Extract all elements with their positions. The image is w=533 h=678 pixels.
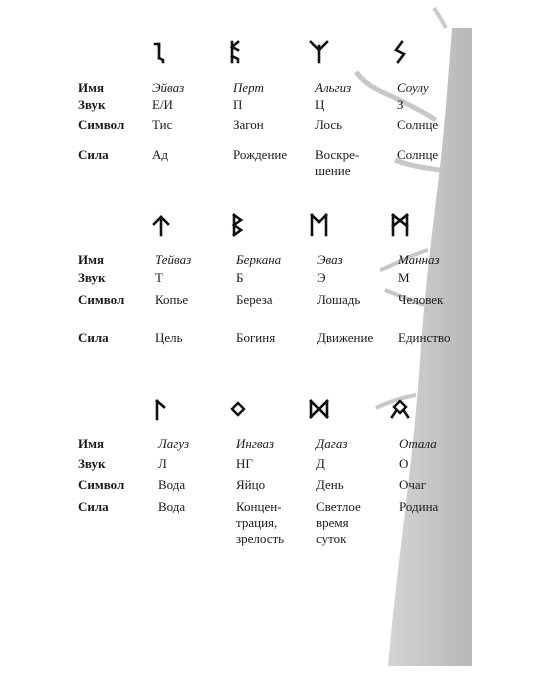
rune-symbol: Человек	[398, 292, 444, 307]
rune-power: Единство	[398, 330, 451, 345]
rune-power: Солнце	[397, 147, 439, 162]
rune-power: Ад	[152, 147, 169, 162]
rune-name: Соулу	[397, 80, 429, 95]
rune-symbol: Тис	[152, 117, 173, 132]
label-power: Сила	[78, 330, 109, 345]
label-symbol: Символ	[78, 292, 125, 307]
algiz-rune-icon	[307, 40, 331, 64]
berkana-rune-icon	[226, 213, 250, 237]
rune-symbol: День	[316, 477, 344, 492]
rune-power: Воскре- шение	[315, 147, 360, 178]
rune-power: Светлое время суток	[316, 499, 361, 546]
eihwaz-rune-icon	[149, 40, 173, 64]
rune-symbol: Очаг	[399, 477, 427, 492]
rune-sound: Е/И	[152, 97, 173, 112]
perthro-rune-icon	[226, 40, 250, 64]
rune-name: Эваз	[317, 252, 343, 267]
rune-name: Ингваз	[236, 436, 275, 451]
sowilo-rune-icon	[388, 40, 412, 64]
rune-name: Отала	[399, 436, 437, 451]
rune-sound: П	[233, 97, 243, 112]
label-sound: Звук	[78, 270, 106, 285]
rune-name: Эйваз	[152, 80, 185, 95]
othala-rune-icon	[388, 397, 412, 421]
rune-power: Цель	[155, 330, 183, 345]
rune-name: Лагуз	[158, 436, 190, 451]
rune-symbol: Лошадь	[317, 292, 361, 307]
label-sound: Звук	[78, 456, 106, 471]
label-sound: Звук	[78, 97, 106, 112]
rune-symbol: Копье	[155, 292, 189, 307]
ehwaz-rune-icon	[307, 213, 331, 237]
rune-symbol: Яйцо	[236, 477, 266, 492]
rune-sound: НГ	[236, 456, 253, 471]
label-symbol: Символ	[78, 117, 125, 132]
rune-name: Тейваз	[155, 252, 192, 267]
rune-power: Концен- трация, зрелость	[236, 499, 285, 546]
rune-symbol: Загон	[233, 117, 264, 132]
label-name: Имя	[78, 80, 104, 95]
rune-sound: М	[398, 270, 410, 285]
rune-sound: Ц	[315, 97, 325, 112]
rune-sound: З	[397, 97, 404, 112]
rune-sound: Т	[155, 270, 163, 285]
label-power: Сила	[78, 499, 109, 514]
rune-power: Родина	[399, 499, 439, 514]
rune-power: Богиня	[236, 330, 276, 345]
rune-symbol: Вода	[158, 477, 186, 492]
rune-sound: Д	[316, 456, 325, 471]
rune-sound: Э	[317, 270, 326, 285]
label-name: Имя	[78, 252, 104, 267]
label-power: Сила	[78, 147, 109, 162]
rune-symbol: Лось	[315, 117, 343, 132]
rune-symbol: Солнце	[397, 117, 439, 132]
label-symbol: Символ	[78, 477, 125, 492]
mannaz-rune-icon	[388, 213, 412, 237]
rune-power: Вода	[158, 499, 186, 514]
tiwaz-rune-icon	[149, 213, 173, 237]
rune-name: Манназ	[398, 252, 440, 267]
laguz-rune-icon	[149, 397, 173, 421]
label-name: Имя	[78, 436, 104, 451]
rune-name: Альгиз	[315, 80, 352, 95]
rune-name: Перт	[233, 80, 264, 95]
rune-sound: О	[399, 456, 409, 471]
rune-name: Беркана	[236, 252, 282, 267]
ingwaz-rune-icon	[226, 397, 250, 421]
rune-sound: Л	[158, 456, 167, 471]
rune-name: Дагаз	[316, 436, 348, 451]
dagaz-rune-icon	[307, 397, 331, 421]
rune-power: Движение	[317, 330, 374, 345]
rune-sound: Б	[236, 270, 244, 285]
rune-power: Рождение	[233, 147, 288, 162]
rune-symbol: Береза	[236, 292, 273, 307]
